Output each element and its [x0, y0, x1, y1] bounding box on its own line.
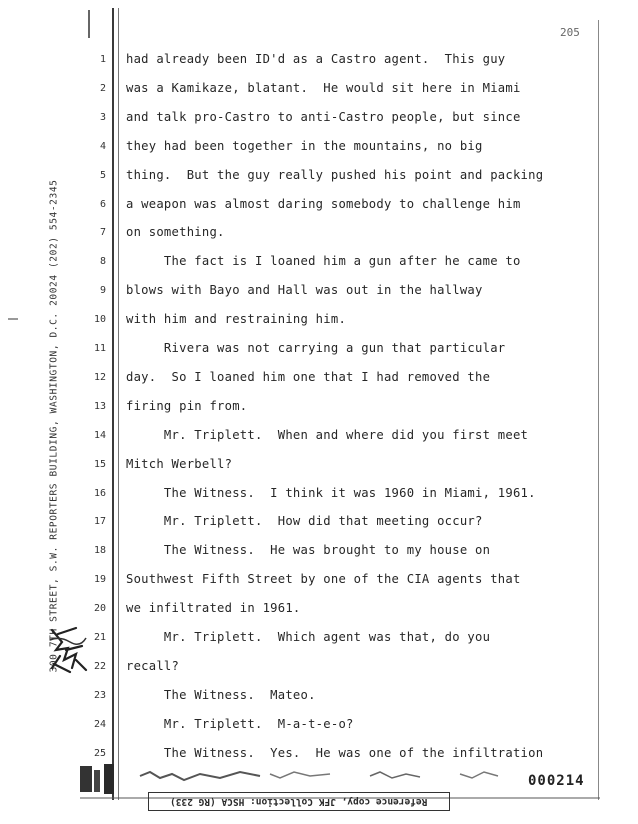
transcript-line: and talk pro-Castro to anti-Castro people, but since	[126, 109, 521, 124]
edge-mark	[8, 318, 18, 320]
handwritten-mark-icon	[46, 620, 90, 678]
line-number: 14	[93, 429, 106, 441]
line-number: 20	[93, 603, 106, 615]
line-number: 10	[93, 314, 106, 326]
transcript-line: blows with Bayo and Hall was out in the hallway	[126, 283, 483, 298]
line-number: 25	[93, 747, 106, 759]
page-number: 205	[560, 26, 580, 39]
line-number: 17	[93, 516, 106, 528]
transcript-line: thing. But the guy really pushed his point and packing	[126, 167, 544, 182]
transcript-line: The Witness. Mateo.	[126, 687, 316, 702]
line-number: 8	[99, 256, 106, 268]
transcript-line: Mr. Triplett. How did that meeting occur?	[126, 514, 483, 529]
transcript-line: firing pin from.	[126, 398, 248, 413]
transcript-line: a weapon was almost daring somebody to challenge him	[126, 196, 521, 211]
transcript-line: had already been ID'd as a Castro agent. This guy	[126, 52, 506, 66]
transcript-line: on something.	[126, 225, 225, 240]
line-number: 15	[93, 458, 106, 470]
transcript-line: Mr. Triplett. M-a-t-e-o?	[126, 716, 354, 731]
line-number: 16	[93, 487, 106, 499]
transcript-line: Mr. Triplett. Which agent was that, do you	[126, 630, 491, 644]
transcript-line: The Witness. I think it was 1960 in Miami, 1961.	[126, 485, 536, 500]
transcript-line: Mr. Triplett. When and where did you first meet	[126, 427, 529, 442]
transcript-line: The fact is I loaned him a gun after he came to	[126, 254, 521, 269]
line-number: 5	[99, 169, 106, 181]
transcript-line: recall?	[126, 658, 180, 673]
transcript-line: was a Kamikaze, blatant. He would sit here in Miami	[126, 80, 521, 95]
line-number: 12	[93, 371, 106, 383]
transcript-line: Mitch Werbell?	[126, 456, 233, 471]
transcript-line: day. So I loaned him one that I had removed the	[126, 369, 491, 384]
left-margin-rule	[112, 8, 114, 800]
line-number: 9	[99, 285, 106, 297]
transcript-line: with him and restraining him.	[126, 312, 347, 327]
line-number: 23	[93, 689, 106, 701]
line-number: 19	[93, 574, 106, 586]
reporter-address-stamp: 300 7TH STREET, S.W. REPORTERS BUILDING, WASHINGTON, D.C. 20024 (202) 554-2345	[48, 179, 60, 673]
line-number: 6	[99, 198, 106, 210]
line-number: 4	[99, 140, 106, 152]
transcript-line: they had been together in the mountains, no big	[126, 138, 483, 153]
line-number: 21	[93, 632, 106, 643]
archive-reference-label	[148, 792, 450, 811]
left-margin-rule-inner	[118, 8, 119, 800]
line-number: 18	[93, 545, 106, 557]
line-number: 2	[99, 82, 106, 94]
document-number: 000214	[528, 773, 585, 789]
right-margin-rule	[598, 20, 599, 800]
transcript-line: Southwest Fifth Street by one of the CIA agents that	[126, 572, 521, 587]
transcript-line: we infiltrated in 1961.	[126, 601, 301, 616]
line-number: 1	[99, 54, 106, 65]
archive-reference-text: Reference copy, JFK Collection: HSCA (RG 233)	[170, 796, 428, 807]
line-number: 22	[93, 660, 106, 672]
line-number: 3	[99, 111, 106, 123]
line-number: 11	[93, 343, 106, 354]
transcript-line: The Witness. He was brought to my house on	[126, 543, 491, 558]
transcript-line: Rivera was not carrying a gun that particular	[126, 341, 506, 355]
transcript-line: The Witness. Yes. He was one of the infiltration	[126, 745, 544, 760]
line-number: 13	[93, 400, 106, 412]
line-number: 24	[93, 718, 106, 730]
top-margin-mark	[88, 10, 90, 38]
line-number: 7	[99, 227, 106, 239]
